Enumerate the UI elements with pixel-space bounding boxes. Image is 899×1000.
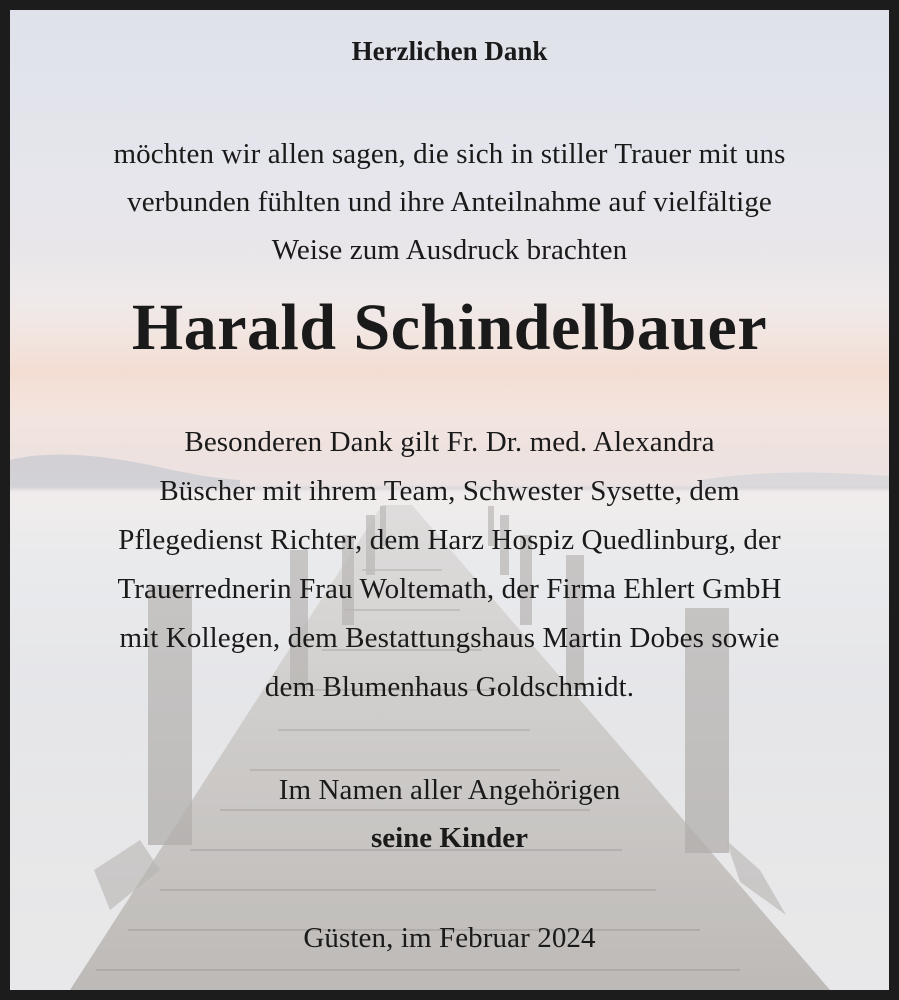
thanks-line: mit Kollegen, dem Bestattungshaus Martin Dobes sowie [119,622,780,654]
notice-text [10,10,889,990]
signature-line: Im Namen aller Angehörigen [278,774,621,806]
thanks-line: Besonderen Dank gilt Fr. Dr. med. Alexandra [184,426,715,458]
intro-line: verbunden fühlten und ihre Anteilnahme auf vielfältige [127,186,772,218]
thanks-line: Büscher mit ihrem Team, Schwester Sysette, dem [159,475,740,507]
thanks-line: Pflegedienst Richter, dem Harz Hospiz Quedlinburg, der [118,524,781,556]
intro-line: Weise zum Ausdruck brachten [271,234,628,266]
deceased-name: Harald Schindelbauer [131,291,768,364]
notice-heading: Herzlichen Dank [351,36,548,66]
place-date: Güsten, im Februar 2024 [303,922,596,954]
thanks-line: dem Blumenhaus Goldschmidt. [264,671,635,703]
thanks-line: Trauerrednerin Frau Woltemath, der Firma Ehlert GmbH [117,573,782,605]
signature-family: seine Kinder [370,822,529,854]
intro-line: möchten wir allen sagen, die sich in stiller Trauer mit uns [113,138,786,170]
